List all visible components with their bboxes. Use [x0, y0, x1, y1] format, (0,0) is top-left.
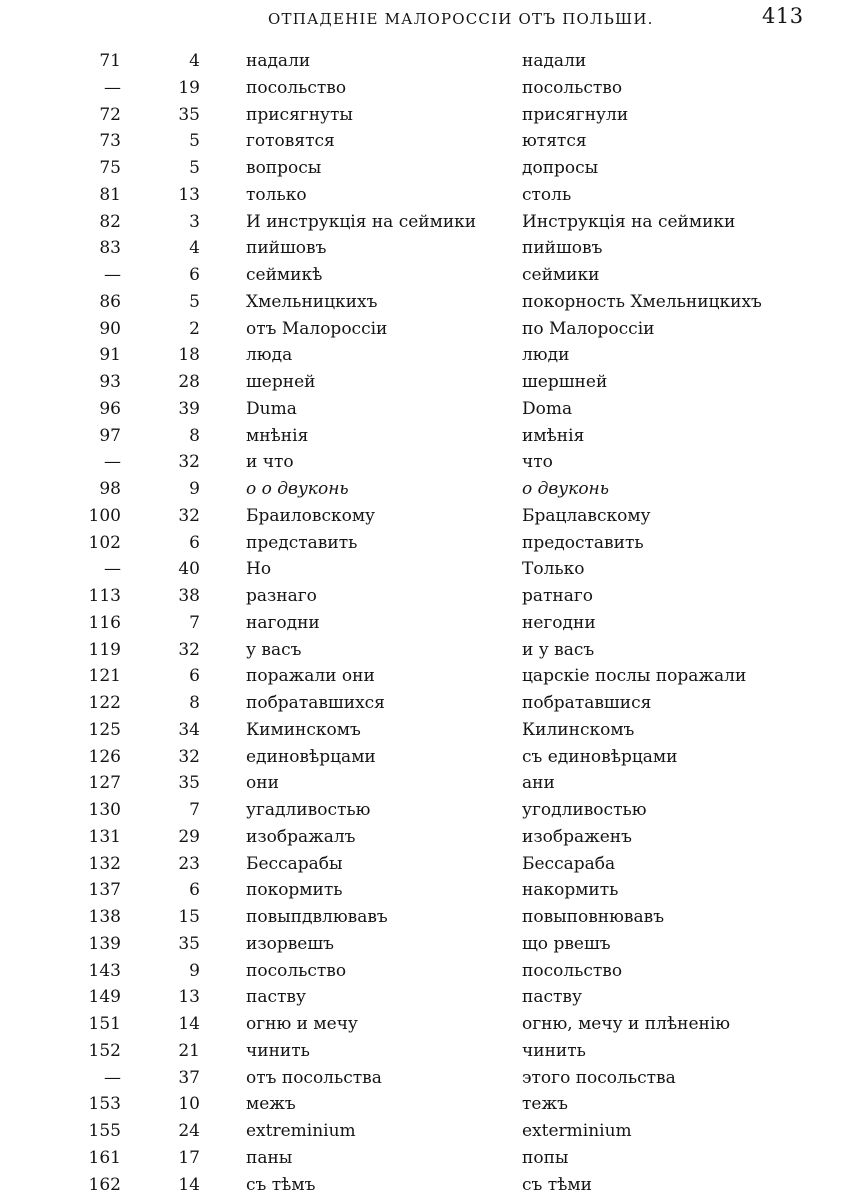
errata-page-number: 130: [88, 800, 121, 820]
errata-row: [0, 904, 861, 931]
errata-line-number: 10: [178, 1094, 200, 1115]
errata-line-number: 2: [189, 318, 200, 339]
errata-line-number: 24: [178, 1121, 200, 1141]
errata-page-number: 121: [88, 666, 121, 687]
errata-printed-text: пийшовъ: [246, 238, 327, 259]
errata-printed-text: паству: [246, 987, 306, 1008]
errata-line-number: 5: [189, 131, 200, 152]
errata-corrected-text: люди: [522, 345, 570, 366]
errata-page-number: 122: [88, 693, 121, 713]
errata-page-number: 143: [88, 960, 121, 981]
errata-page-number: 162: [88, 1174, 121, 1195]
errata-corrected-text: этого посольства: [522, 1067, 676, 1088]
errata-row: [0, 75, 861, 102]
errata-line-number: 40: [178, 559, 200, 580]
errata-row: [0, 717, 861, 744]
errata-line-number: 35: [178, 104, 200, 125]
errata-corrected-text: присягнули: [522, 104, 629, 125]
errata-row: [0, 423, 861, 450]
errata-printed-text: Бессарабы: [246, 853, 343, 874]
errata-printed-text: разнаго: [246, 586, 317, 606]
errata-corrected-text: чинить: [522, 1040, 586, 1061]
errata-corrected-text: exterminium: [522, 1121, 632, 1141]
errata-printed-text: изображалъ: [246, 826, 356, 847]
errata-page-number: 119: [88, 639, 121, 660]
errata-line-number: 7: [189, 612, 200, 633]
errata-printed-text: Duma: [246, 398, 297, 419]
errata-row: [0, 262, 861, 289]
errata-printed-text: они: [246, 773, 279, 794]
errata-page-number: 96: [99, 398, 121, 419]
errata-row: [0, 48, 861, 75]
errata-page-number: 98: [99, 479, 121, 499]
errata-page-number: 127: [88, 773, 121, 794]
errata-printed-text: только: [246, 184, 307, 205]
errata-line-number: 34: [178, 719, 200, 740]
errata-line-number: 8: [189, 425, 200, 446]
errata-line-number: 14: [178, 1174, 200, 1195]
errata-printed-text: надали: [246, 51, 311, 71]
errata-row: [0, 637, 861, 664]
errata-corrected-text: столь: [522, 184, 572, 205]
errata-page-number: 125: [88, 719, 121, 740]
errata-page-number: —: [104, 77, 121, 98]
errata-row: [0, 770, 861, 797]
errata-page-number: 161: [88, 1147, 121, 1168]
errata-line-number: 14: [178, 1014, 200, 1034]
errata-page-number: 72: [99, 104, 121, 125]
page-header: [0, 4, 861, 34]
errata-line-number: 32: [178, 639, 200, 660]
errata-page-number: 97: [99, 425, 121, 446]
errata-page-number: 93: [99, 372, 121, 392]
errata-printed-text: угадливостью: [246, 800, 371, 820]
errata-row: [0, 851, 861, 878]
errata-printed-text: побратавшихся: [246, 693, 385, 713]
errata-page-number: 83: [99, 238, 121, 259]
errata-page-number: 137: [88, 880, 121, 901]
errata-line-number: 38: [178, 586, 200, 606]
errata-row: [0, 342, 861, 369]
errata-line-number: 35: [178, 773, 200, 794]
errata-printed-text: отъ Малороссіи: [246, 318, 388, 339]
errata-row: [0, 182, 861, 209]
errata-corrected-text: угодливостью: [522, 800, 647, 820]
errata-row: [0, 690, 861, 717]
errata-page-number: 73: [99, 131, 121, 152]
errata-line-number: 4: [189, 51, 200, 71]
errata-page-number: 90: [99, 318, 121, 339]
errata-corrected-text: Килинскомъ: [522, 719, 635, 740]
errata-printed-text: о о двуконь: [246, 479, 349, 499]
errata-row: [0, 476, 861, 503]
errata-printed-text: готовятся: [246, 131, 335, 152]
errata-corrected-text: тежъ: [522, 1094, 568, 1115]
errata-printed-text: съ тѣмъ: [246, 1174, 316, 1195]
errata-line-number: 35: [178, 933, 200, 954]
errata-corrected-text: сеймики: [522, 265, 600, 285]
errata-row: [0, 503, 861, 530]
errata-row: [0, 984, 861, 1011]
errata-printed-text: покормить: [246, 880, 343, 901]
errata-line-number: 29: [178, 826, 200, 847]
errata-row: [0, 128, 861, 155]
errata-line-number: 28: [178, 372, 200, 392]
errata-corrected-text: ани: [522, 773, 555, 794]
errata-corrected-text: повыповнювавъ: [522, 907, 665, 927]
errata-row: [0, 583, 861, 610]
errata-line-number: 32: [178, 452, 200, 473]
errata-corrected-text: предоставить: [522, 532, 644, 553]
errata-page-number: 91: [99, 345, 121, 366]
errata-line-number: 19: [178, 77, 200, 98]
errata-line-number: 3: [189, 211, 200, 232]
errata-line-number: 8: [189, 693, 200, 713]
errata-row: [0, 289, 861, 316]
errata-row: [0, 797, 861, 824]
errata-row: [0, 1038, 861, 1065]
errata-line-number: 13: [178, 987, 200, 1008]
errata-line-number: 17: [178, 1147, 200, 1168]
errata-row: [0, 102, 861, 129]
errata-page-number: 75: [99, 158, 121, 178]
errata-printed-text: вопросы: [246, 158, 322, 178]
errata-row: [0, 449, 861, 476]
errata-row: [0, 610, 861, 637]
errata-table: [0, 48, 861, 1198]
errata-page-number: 81: [99, 184, 121, 205]
errata-corrected-text: съ тѣми: [522, 1174, 592, 1195]
errata-page-number: 102: [88, 532, 121, 553]
errata-printed-text: огню и мечу: [246, 1014, 358, 1034]
errata-printed-text: паны: [246, 1147, 293, 1168]
errata-page-number: 82: [99, 211, 121, 232]
errata-printed-text: представить: [246, 532, 358, 553]
errata-corrected-text: посольство: [522, 960, 623, 981]
errata-row: [0, 824, 861, 851]
errata-corrected-text: ютятся: [522, 131, 587, 152]
errata-line-number: 4: [189, 238, 200, 259]
errata-printed-text: сеймикѣ: [246, 265, 323, 285]
errata-line-number: 6: [189, 532, 200, 553]
errata-corrected-text: Инструкція на сеймики: [522, 211, 736, 232]
errata-page-number: 132: [88, 853, 121, 874]
errata-corrected-text: паству: [522, 987, 582, 1008]
errata-row: [0, 1172, 861, 1199]
errata-line-number: 15: [178, 907, 200, 927]
errata-printed-text: изорвешъ: [246, 933, 334, 954]
errata-page-number: —: [104, 1067, 121, 1088]
errata-row: [0, 1065, 861, 1092]
errata-row: [0, 369, 861, 396]
errata-page-number: 139: [88, 933, 121, 954]
errata-page-number: 149: [88, 987, 121, 1008]
errata-printed-text: отъ посольства: [246, 1067, 382, 1088]
errata-printed-text: единовѣрцами: [246, 746, 376, 767]
errata-page-number: 126: [88, 746, 121, 767]
errata-page-number: 116: [88, 612, 121, 633]
errata-row: [0, 396, 861, 423]
errata-page-number: 155: [88, 1121, 121, 1141]
errata-page-number: 151: [88, 1014, 121, 1034]
errata-corrected-text: Только: [522, 559, 585, 580]
errata-corrected-text: о двуконь: [522, 479, 610, 499]
errata-line-number: 6: [189, 265, 200, 285]
errata-printed-text: повыпдвлювавъ: [246, 907, 388, 927]
errata-printed-text: Хмельницкихъ: [246, 291, 378, 312]
errata-line-number: 5: [189, 158, 200, 178]
errata-row: [0, 155, 861, 182]
errata-corrected-text: изображенъ: [522, 826, 632, 847]
errata-corrected-text: накормить: [522, 880, 619, 901]
errata-printed-text: посольство: [246, 960, 347, 981]
errata-row: [0, 663, 861, 690]
errata-page-number: —: [104, 559, 121, 580]
errata-line-number: 37: [178, 1067, 200, 1088]
errata-page-number: 131: [88, 826, 121, 847]
errata-corrected-text: допросы: [522, 158, 599, 178]
errata-corrected-text: что: [522, 452, 553, 473]
errata-row: [0, 209, 861, 236]
errata-corrected-text: съ единовѣрцами: [522, 746, 678, 767]
errata-corrected-text: шершней: [522, 372, 608, 392]
errata-corrected-text: Doma: [522, 398, 573, 419]
errata-row: [0, 744, 861, 771]
errata-printed-text: люда: [246, 345, 293, 366]
errata-printed-text: extreminium: [246, 1121, 356, 1141]
errata-printed-text: шерней: [246, 372, 316, 392]
errata-corrected-text: огню, мечу и плѣненію: [522, 1014, 731, 1034]
errata-corrected-text: имѣнія: [522, 425, 585, 446]
errata-page-number: —: [104, 452, 121, 473]
errata-row: [0, 235, 861, 262]
errata-corrected-text: Бессараба: [522, 853, 616, 874]
errata-corrected-text: ратнаго: [522, 586, 594, 606]
errata-line-number: 23: [178, 853, 200, 874]
errata-line-number: 6: [189, 880, 200, 901]
errata-printed-text: поражали они: [246, 666, 375, 687]
errata-corrected-text: посольство: [522, 77, 623, 98]
errata-line-number: 21: [178, 1040, 200, 1061]
errata-corrected-text: надали: [522, 51, 587, 71]
errata-line-number: 39: [178, 398, 200, 419]
errata-corrected-text: пийшовъ: [522, 238, 603, 259]
errata-row: [0, 1145, 861, 1172]
errata-page-number: 86: [99, 291, 121, 312]
errata-printed-text: Браиловскому: [246, 505, 376, 526]
errata-printed-text: у васъ: [246, 639, 302, 660]
errata-row: [0, 931, 861, 958]
errata-corrected-text: негодни: [522, 612, 596, 633]
running-title: ОТПАДЕНІЕ МАЛОРОССІИ ОТЪ ПОЛЬШИ.: [268, 10, 654, 28]
errata-corrected-text: попы: [522, 1147, 569, 1168]
errata-row: [0, 1091, 861, 1118]
errata-line-number: 6: [189, 666, 200, 687]
errata-page-number: 153: [88, 1094, 121, 1115]
errata-printed-text: И инструкція на сеймики: [246, 211, 477, 232]
errata-printed-text: чинить: [246, 1040, 310, 1061]
errata-line-number: 5: [189, 291, 200, 312]
errata-printed-text: присягнуты: [246, 104, 353, 125]
errata-page-number: —: [104, 265, 121, 285]
errata-page-number: 113: [88, 586, 121, 606]
errata-corrected-text: Брацлавскому: [522, 505, 651, 526]
errata-row: [0, 958, 861, 985]
errata-corrected-text: и у васъ: [522, 639, 595, 660]
errata-row: [0, 316, 861, 343]
errata-corrected-text: по Малороссіи: [522, 318, 655, 339]
errata-corrected-text: царскіе послы поражали: [522, 666, 747, 687]
errata-corrected-text: побратавшися: [522, 693, 652, 713]
errata-row: [0, 877, 861, 904]
errata-line-number: 18: [178, 345, 200, 366]
errata-line-number: 9: [189, 960, 200, 981]
errata-page-number: 100: [88, 505, 121, 526]
errata-line-number: 32: [178, 746, 200, 767]
errata-printed-text: нагодни: [246, 612, 320, 633]
errata-row: [0, 1118, 861, 1145]
errata-page-number: 138: [88, 907, 121, 927]
errata-printed-text: Но: [246, 559, 272, 580]
errata-row: [0, 556, 861, 583]
errata-printed-text: межъ: [246, 1094, 296, 1115]
errata-page-number: 71: [99, 51, 121, 71]
errata-printed-text: посольство: [246, 77, 347, 98]
errata-corrected-text: покорность Хмельницкихъ: [522, 291, 762, 312]
errata-line-number: 13: [178, 184, 200, 205]
errata-corrected-text: що рвешъ: [522, 933, 611, 954]
errata-printed-text: и что: [246, 452, 294, 473]
page-number: 413: [762, 4, 804, 28]
errata-page-number: 152: [88, 1040, 121, 1061]
errata-line-number: 9: [189, 479, 200, 499]
errata-row: [0, 1011, 861, 1038]
errata-line-number: 7: [189, 800, 200, 820]
errata-row: [0, 530, 861, 557]
errata-printed-text: Киминскомъ: [246, 719, 361, 740]
errata-line-number: 32: [178, 505, 200, 526]
errata-printed-text: мнѣнія: [246, 425, 309, 446]
